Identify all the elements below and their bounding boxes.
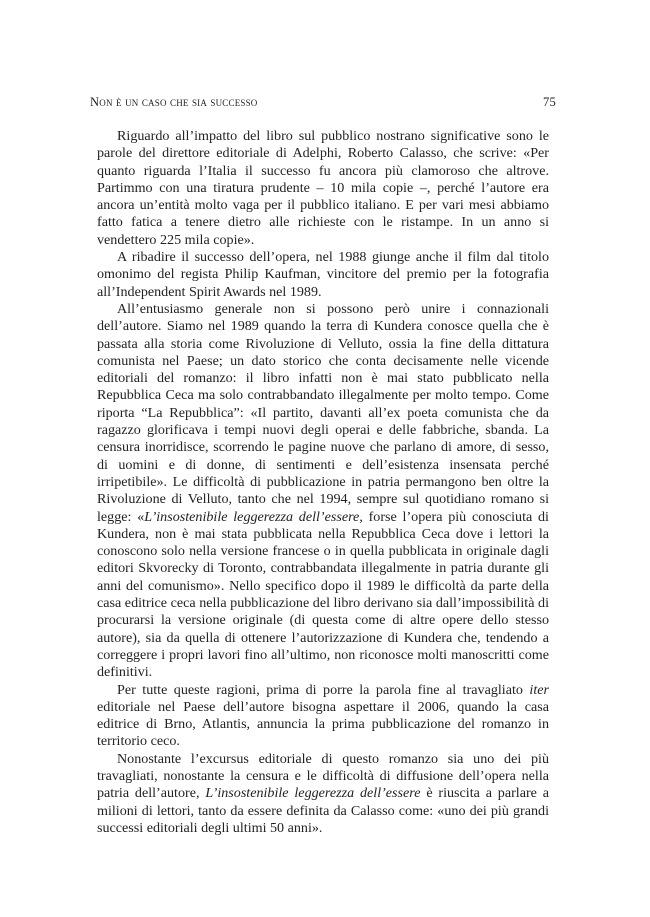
paragraph-text: Riguardo all’impatto del libro sul pubblico nostrano significative sono le parole del direttore editoriale di Adelphi, Roberto Calasso, che scrive: «Per quanto riguarda l’Italia il successo fu ancora più clamoroso che altrove. Partimmo con una tiratura prudente – 10 mila copie –, perché l’autore era ancora un’entità molto vaga per il pubblico italiano. E per vari mesi abbiamo fatto fatica a tenere dietro alle richieste con le ristampe. In un anno si vendettero 225 mila copie». bbox=[97, 128, 549, 248]
running-head bbox=[90, 91, 556, 111]
paragraph-czech-reception bbox=[97, 301, 549, 682]
paragraph-text: Per tutte queste ragioni, prima di porre la parola fine al travagliato bbox=[117, 681, 530, 698]
paragraph-text: è riuscita a parlare a milioni di lettori, tanto da essere definita da Calasso come: «uno dei più grandi successi editoriali degli ultimi 50 anni». bbox=[97, 785, 549, 836]
page-number: 75 bbox=[543, 95, 556, 109]
paragraph-2006-publication bbox=[97, 682, 549, 751]
paragraph-text: A ribadire il successo dell’opera, nel 1988 giunge anche il film dal titolo omonimo del regista Philip Kaufman, vincitore del premio per la fotografia all’Independent Spirit Awards nel 1989. bbox=[97, 249, 549, 300]
book-title-italic: L’insostenibile leggerezza dell’essere bbox=[205, 785, 421, 802]
paragraph-text: All’entusiasmo generale non si possono però unire i connazionali dell’autore. Siamo nel 1989 quando la terra di Kundera conosce quella che è passata alla storia come Rivoluzione di Velluto, ossia la fine della dittatura comunista nel Paese; un dato storico che conta decisamente nelle vicende editoriali del romanzo: il libro infatti non è mai stato pubblicato nella Repubblica Ceca ma solo contrabbandato illegalmente per molto tempo. Come riporta “La Repubblica”: «Il partito, davanti all’ex poeta comunista che da ragazzo glorificava i tempi nuovi degli operai e delle fabbriche, sbanda. La censura inorridisce, scorrendo le pagine nuove che parlano di amore, di sesso, di uomini e di donne, di sentimenti e dell’esistenza insensata perché irripetibile». Le difficoltà di pubblicazione in patria permangono ben oltre la Rivoluzione di Velluto, tanto che nel 1994, sempre sul quotidiano romano si legge: « bbox=[97, 300, 549, 525]
paragraph-film bbox=[97, 249, 549, 301]
paragraph-calasso-quote bbox=[97, 128, 549, 249]
paragraph-text: editoriale nel Paese dell’autore bisogna aspettare il 2006, quando la casa editrice di Brno, Atlantis, annuncia la prima pubblicazione del romanzo in territorio ceco. bbox=[97, 698, 549, 750]
iter-italic: iter bbox=[529, 681, 549, 698]
body-text bbox=[97, 128, 549, 837]
book-title-italic: L’insostenibile leggerezza dell’essere bbox=[144, 508, 360, 525]
running-title: Non è un caso che sia successo bbox=[90, 95, 258, 109]
paragraph-conclusion bbox=[97, 751, 549, 837]
paragraph-text: Nonostante l’excursus editoriale di questo romanzo sia uno dei più travagliati, nonostante la censura e le difficoltà di diffusione dell’opera nella patria dell’autore, bbox=[97, 750, 549, 802]
paragraph-text: , forse l’opera più conosciuta di Kundera, non è mai stata pubblicata nella Repubblica Ceca dove i lettori la conoscono solo nella versione francese o in quella pubblicata in originale dagli editori Skvorecky di Toronto, contrabbandata illegalmente in patria durante gli anni del comunismo». Nello specifico dopo il 1989 le difficoltà da parte della casa editrice ceca nella pubblicazione del libro derivano sia dall’impossibilità di procurarsi la versione originale (di questa come di altre opere dello stesso autore), sia da quella di ottenere l’autorizzazione di Kundera che, tendendo a correggere i propri lavori fino all’ultimo, non riconosce molti manoscritti come definitivi. bbox=[97, 508, 549, 681]
